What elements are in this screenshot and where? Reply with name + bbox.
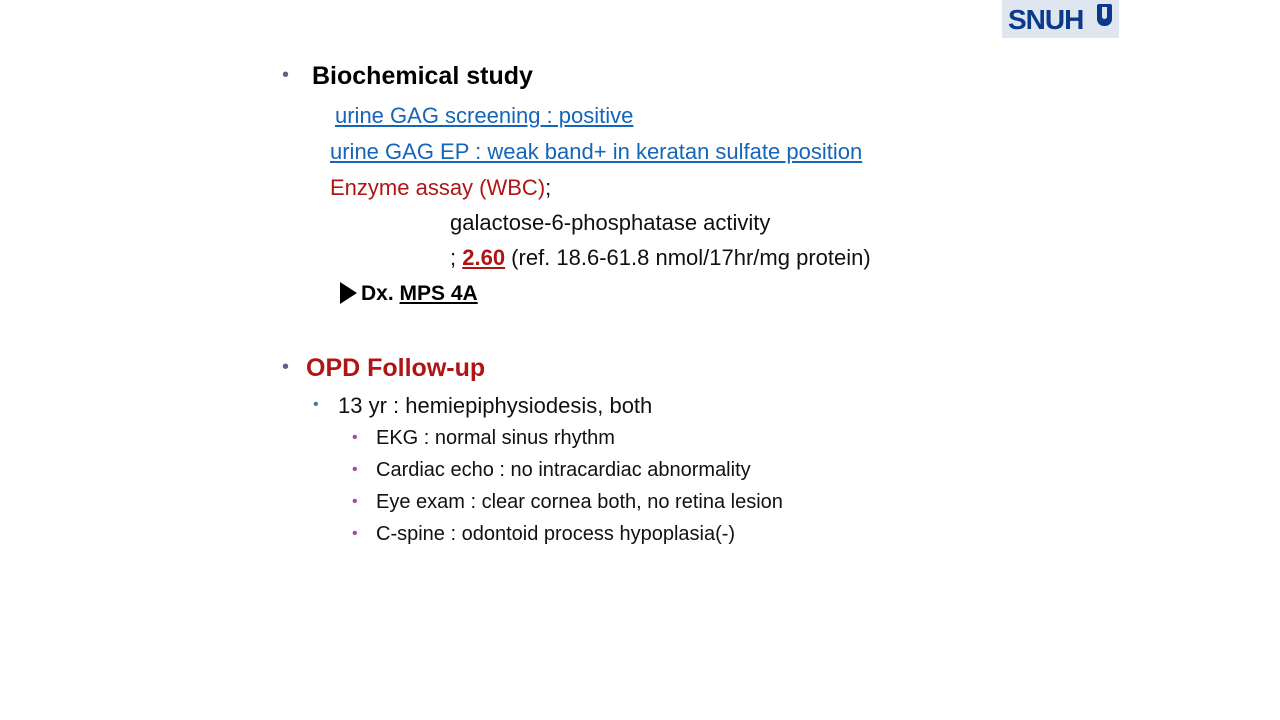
logo-text: SNUH <box>1008 4 1084 35</box>
bullet-dot-icon: • <box>282 356 290 378</box>
dx-value: MPS 4A <box>399 282 478 305</box>
list-item: C-spine : odontoid process hypoplasia(-) <box>376 523 736 545</box>
enzyme-assay-line <box>330 175 551 201</box>
gag-ep-link[interactable]: urine GAG EP : weak band+ in keratan sulfate position <box>330 139 863 164</box>
activity-label: galactose-6-phosphatase activity <box>450 210 771 235</box>
followup-sub-item: 13 yr : hemiepiphysiodesis, both <box>338 393 653 418</box>
value-prefix: ; <box>450 245 463 270</box>
bullet-dot-icon: • <box>352 493 358 510</box>
bullet-dot-icon: • <box>313 396 319 413</box>
gag-screening-link[interactable]: urine GAG screening : positive <box>335 103 634 128</box>
triangle-arrow-icon <box>340 282 357 304</box>
enzyme-assay-sep: ; <box>545 175 552 200</box>
bullet-dot-icon: • <box>352 525 358 542</box>
bullet-dot-icon: • <box>352 461 358 478</box>
activity-value: 2.60 <box>462 245 506 270</box>
section-title-opd: OPD Follow-up <box>306 354 486 382</box>
diagnosis-line <box>340 282 478 306</box>
list-item: Cardiac echo : no intracardiac abnormality <box>376 459 751 481</box>
bullet-dot-icon: • <box>282 64 290 86</box>
activity-value-line <box>450 245 871 271</box>
section-title-biochemical: Biochemical study <box>312 62 533 90</box>
bullet-dot-icon: • <box>352 429 358 446</box>
enzyme-assay-label: Enzyme assay (WBC) <box>330 175 546 200</box>
value-reference: (ref. 18.6-61.8 nmol/17hr/mg protein) <box>505 245 871 270</box>
list-item: Eye exam : clear cornea both, no retina lesion <box>376 491 783 513</box>
logo-mark-icon <box>1097 4 1112 26</box>
list-item: EKG : normal sinus rhythm <box>376 427 615 449</box>
dx-label: Dx. <box>361 282 400 305</box>
snuh-logo <box>1002 0 1119 38</box>
